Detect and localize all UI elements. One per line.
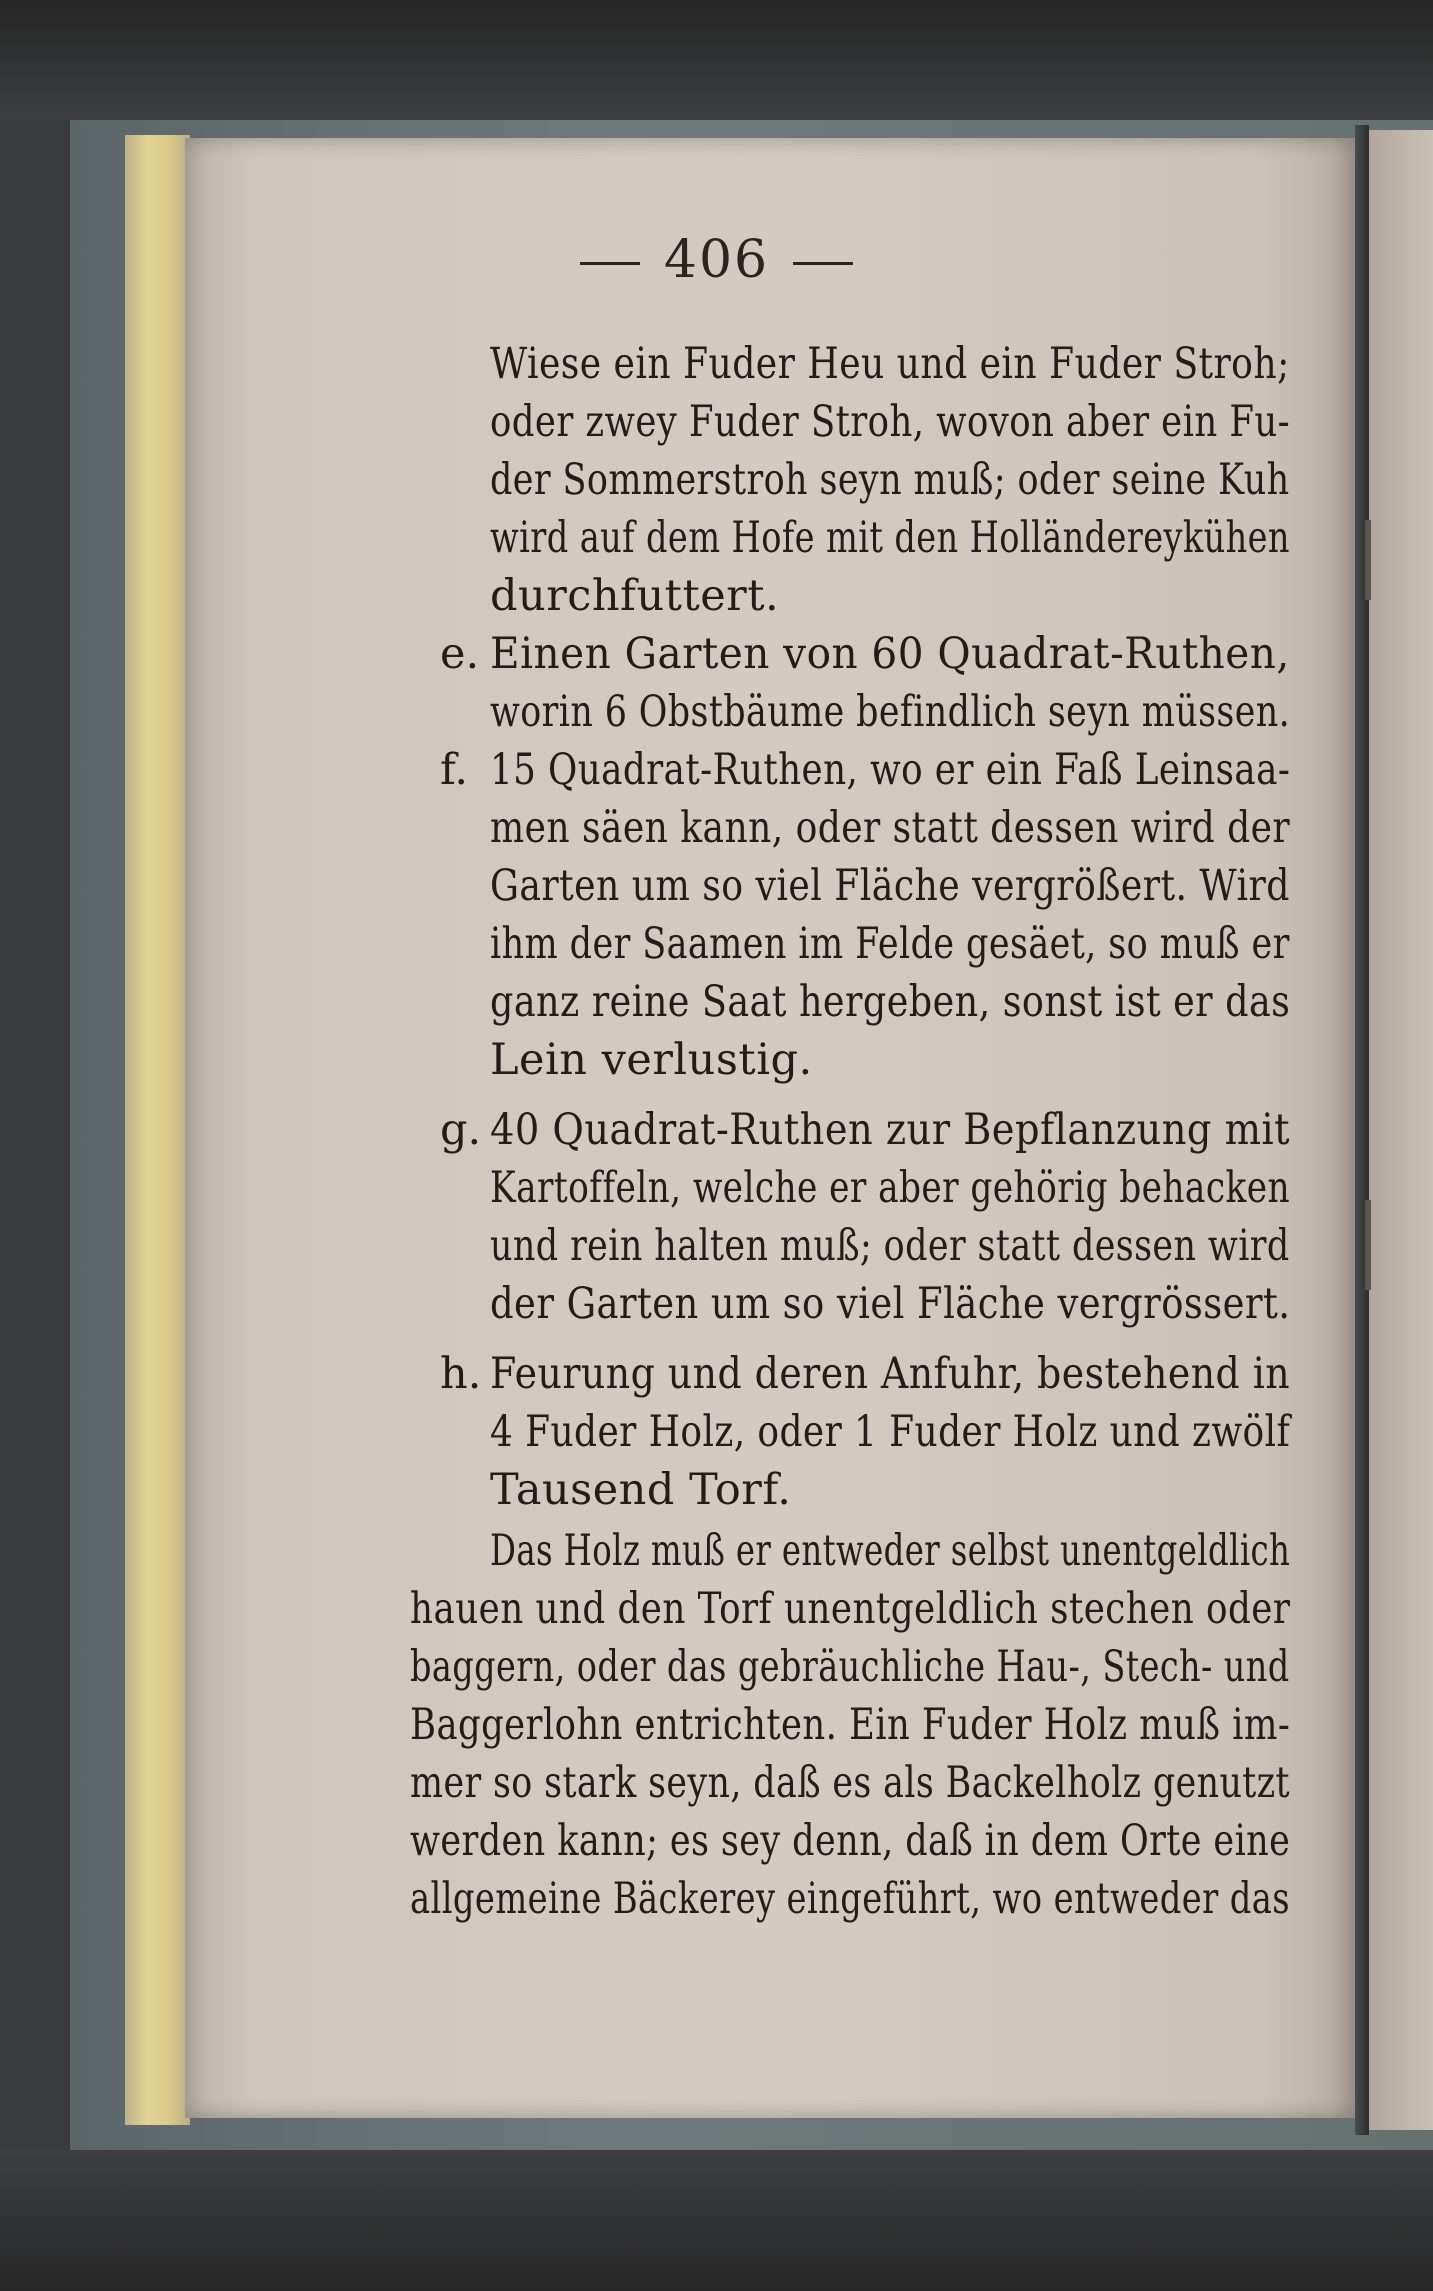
text-line: 15 Quadrat-Ruthen, wo er ein Faß Leinsaa-: [490, 745, 1291, 795]
text-line: ganz reine Saat hergeben, sonst ist er das: [490, 977, 1291, 1027]
text-line: werden kann; es sey denn, daß in dem Orte eine: [410, 1816, 1291, 1866]
page-block-edge: [125, 135, 190, 2125]
list-marker: g.: [440, 1105, 482, 1155]
text-line: durchfuttert.: [490, 571, 780, 621]
text-line: worin 6 Obstbäume befindlich seyn müssen.: [490, 687, 1291, 737]
facing-page-edge: [1369, 130, 1433, 2130]
background-bottom: [0, 2150, 1433, 2291]
book-gutter: [1355, 125, 1369, 2135]
text-line: men säen kann, oder statt dessen wird der: [490, 803, 1291, 853]
page-number: 406: [663, 230, 770, 290]
text-line: der Garten um so viel Fläche vergrössert.: [490, 1279, 1291, 1329]
header-dash-left: [580, 262, 640, 265]
text-line: oder zwey Fuder Stroh, wovon aber ein Fu-: [490, 397, 1291, 447]
text-line: mer so stark seyn, daß es als Backelholz genutzt: [410, 1758, 1290, 1808]
text-line: baggern, oder das gebräuchliche Hau-, Stech- und: [410, 1642, 1290, 1692]
text-line: der Sommerstroh seyn muß; oder seine Kuh: [490, 455, 1290, 505]
text-line: hauen und den Torf unentgeldlich stechen oder: [410, 1584, 1291, 1634]
text-line: ihm der Saamen im Felde gesäet, so muß er: [490, 919, 1290, 969]
facing-page-mark: [1365, 1200, 1371, 1290]
text-line: Feurung und deren Anfuhr, bestehend in: [490, 1349, 1291, 1399]
text-line: allgemeine Bäckerey eingeführt, wo entweder das: [410, 1874, 1290, 1924]
text-line: Garten um so viel Fläche vergrößert. Wird: [490, 861, 1290, 911]
text-line: Lein verlustig.: [490, 1035, 813, 1085]
text-line: Baggerlohn entrichten. Ein Fuder Holz muß im-: [410, 1700, 1291, 1750]
header-dash-right: [793, 262, 853, 265]
text-line: und rein halten muß; oder statt dessen wird: [490, 1221, 1290, 1271]
background-top: [0, 0, 1433, 120]
text-line: 40 Quadrat-Ruthen zur Bepflanzung mit: [490, 1105, 1291, 1155]
text-line: Das Holz muß er entweder selbst unentgeldlich: [490, 1526, 1291, 1576]
page-header: [0, 230, 1433, 290]
text-line: Tausend Torf.: [490, 1465, 792, 1515]
text-line: Kartoffeln, welche er aber gehörig behacken: [490, 1163, 1291, 1213]
list-marker: h.: [440, 1349, 482, 1399]
text-line: Wiese ein Fuder Heu und ein Fuder Stroh;: [490, 339, 1290, 389]
text-line: Einen Garten von 60 Quadrat-Ruthen,: [490, 629, 1290, 679]
facing-page-mark: [1365, 520, 1371, 600]
text-line: 4 Fuder Holz, oder 1 Fuder Holz und zwölf: [490, 1407, 1291, 1457]
list-marker: f.: [440, 745, 469, 795]
list-marker: e.: [440, 629, 480, 679]
text-line: wird auf dem Hofe mit den Holländereykühen: [490, 513, 1290, 563]
